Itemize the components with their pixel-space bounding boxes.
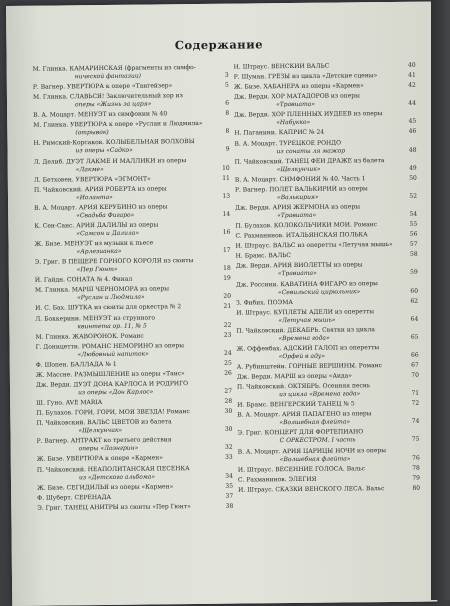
toc-page-number: 3 bbox=[224, 71, 229, 79]
toc-entry-subtitle: «Времена года» bbox=[278, 334, 330, 342]
toc-entry bbox=[237, 362, 419, 372]
toc-page-number: 14 bbox=[222, 210, 231, 218]
toc-entry-subtitle: (отрывок) bbox=[75, 129, 109, 137]
toc-page-number: 74 bbox=[411, 418, 420, 426]
toc-page-number: 67 bbox=[411, 361, 419, 369]
toc-entry bbox=[37, 482, 233, 492]
toc-page-number: 57 bbox=[409, 240, 418, 249]
toc-page-number: 44 bbox=[408, 99, 417, 108]
toc-entry-title: Р. Вагнер. ПОЛЁТ ВАЛЬКИРИЙ из оперы bbox=[234, 185, 368, 194]
toc-entry-subtitle: «Пер Гюнт» bbox=[76, 265, 118, 274]
toc-entry bbox=[237, 410, 419, 428]
toc-entry-title: Дж. Верди. ХОР МАТАДОРОВ из оперы bbox=[233, 92, 360, 101]
toc-entry bbox=[37, 436, 233, 454]
toc-entry-subtitle: «Свадьба Фигаро» bbox=[76, 211, 135, 220]
toc-entry-title: П. Чайковский. ДЕКАБРЬ. Святки из цикла bbox=[236, 325, 376, 335]
toc-page-number: 19 bbox=[223, 274, 231, 282]
toc-entry-subtitle: «Волшебная флейта» bbox=[279, 454, 351, 463]
toc-entry bbox=[235, 174, 417, 184]
page-title: Содержание bbox=[174, 37, 264, 53]
toc-entry-subtitle: оперы «Лоэнгрин» bbox=[78, 444, 139, 453]
toc-entry-subtitle: «Травиата» bbox=[277, 270, 317, 278]
toc-entry bbox=[34, 174, 230, 184]
toc-entry bbox=[35, 257, 231, 275]
toc-entry bbox=[35, 313, 231, 331]
toc-page-number: 41 bbox=[408, 71, 416, 79]
toc-entry-title: Э. Григ. В ПЕЩЕРЕ ГОРНОГО КОРОЛЯ из сюиты bbox=[34, 257, 194, 266]
toc-entry-title: Л. Боккерини. МЕНУЭТ из струнного bbox=[35, 313, 156, 323]
toc-entry-title: Ф. Шуберт. СЕРЕНАДА bbox=[37, 493, 112, 502]
toc-entry bbox=[234, 128, 416, 138]
toc-entry bbox=[234, 62, 416, 72]
toc-entry-title: Дж. Верди. АРИЯ ВИОЛЕТТЫ из оперы bbox=[235, 261, 363, 271]
toc-page-number: 55 bbox=[409, 220, 418, 228]
toc-entry-title: С. Рахманинов. ЭЛЕГИЯ bbox=[237, 475, 317, 484]
toc-entry-title: М. Глинка. МАРШ ЧЕРНОМОРА из оперы bbox=[34, 285, 170, 295]
toc-entry-title: Н. Штраус. ВЕНСКИЙ ВАЛЬС bbox=[233, 62, 330, 71]
toc-entry bbox=[234, 92, 416, 110]
toc-page-number: 22 bbox=[223, 321, 232, 329]
toc-entry-title: П. Булахов. КОЛОКОЛЬЧИКИ МОИ. Романс bbox=[235, 221, 378, 230]
toc-entry-title: Э. Григ. КОНЦЕРТ ДЛЯ ФОРТЕПИАНО bbox=[237, 428, 364, 438]
toc-entry-title: П. Чайковский. ТАНЕЦ ФЕИ ДРАЖЕ из балета bbox=[234, 156, 385, 166]
toc-page-number: 72 bbox=[411, 399, 420, 408]
toc-entry-title: Дж. Верди. ДУЭТ ДОНА КАРЛОСА И РОДРИГО bbox=[35, 380, 189, 389]
toc-page-number: 37 bbox=[225, 492, 234, 500]
toc-entry bbox=[36, 341, 232, 359]
toc-entry-title: И. Штраус. СКАЗКИ ВЕНСКОГО ЛЕСА. Вальс bbox=[238, 484, 385, 494]
toc-page-number: 49 bbox=[409, 164, 417, 172]
toc-entry-subtitle: из «Детского альбома» bbox=[78, 472, 156, 481]
toc-page-number: 27 bbox=[224, 387, 233, 395]
toc-page-number: 40 bbox=[407, 61, 416, 69]
toc-entry bbox=[235, 241, 417, 251]
toc-entry bbox=[237, 428, 419, 446]
toc-entry bbox=[36, 380, 232, 398]
toc-page-number: 32 bbox=[224, 443, 233, 452]
toc-page-number: 17 bbox=[222, 246, 231, 254]
toc-entry-subtitle: «Орфей в аду» bbox=[278, 352, 326, 361]
toc-entry-title: Ш. Гуно. AVE MARIA bbox=[36, 399, 103, 407]
toc-entry bbox=[235, 185, 417, 203]
toc-entry-title: П. Чайковский. АРИЯ РОБЕРТА из оперы bbox=[33, 185, 167, 194]
toc-page-number: 62 bbox=[410, 297, 419, 305]
toc-entry bbox=[33, 64, 229, 82]
toc-entry-subtitle: «Набукко» bbox=[276, 119, 311, 127]
book-page bbox=[6, 2, 437, 606]
toc-entry bbox=[36, 408, 232, 418]
toc-entry-title: М. Глинка. ЖАВОРОНОК. Романс bbox=[35, 332, 144, 341]
toc-page-number: 42 bbox=[408, 81, 416, 89]
toc-entry bbox=[234, 110, 416, 128]
toc-page-number: 50 bbox=[409, 174, 417, 182]
toc-entry-title: В. А. Моцарт. ТУРЕЦКОЕ РОНДО bbox=[234, 139, 342, 148]
toc-entry-subtitle: «Иоланта» bbox=[75, 193, 113, 202]
toc-entry-title: Ж. Бизе. УВЕРТЮРА к опере «Кармен» bbox=[36, 454, 163, 464]
toc-entry bbox=[235, 231, 417, 241]
toc-page-number: 24 bbox=[223, 349, 232, 357]
toc-entry bbox=[234, 72, 416, 82]
toc-right-column bbox=[234, 62, 421, 497]
toc-entry bbox=[237, 372, 419, 382]
toc-page-number: 71 bbox=[411, 389, 420, 397]
toc-entry bbox=[238, 474, 420, 484]
toc-page-number: 76 bbox=[412, 454, 420, 462]
toc-entry-title: И. С. Бах. ШУТКА из сюиты для оркестра № 2 bbox=[35, 303, 182, 313]
toc-entry bbox=[36, 398, 232, 408]
toc-entry-subtitle: «Самсон и Далила» bbox=[76, 229, 140, 238]
toc-page-number: 70 bbox=[411, 371, 419, 379]
toc-entry-subtitle: из сонаты ля мажор bbox=[276, 147, 346, 155]
toc-entry-subtitle: «Щелкунчик» bbox=[78, 427, 123, 435]
toc-entry bbox=[236, 261, 418, 279]
toc-page-number: 30 bbox=[224, 425, 233, 433]
toc-page-number: 18 bbox=[223, 264, 231, 272]
toc-entry-title: З. Фибих. ПОЭМА bbox=[236, 298, 293, 307]
toc-entry-subtitle: «Травиата» bbox=[276, 101, 316, 109]
toc-page-number: 58 bbox=[409, 251, 418, 259]
toc-page-number: 59 bbox=[410, 269, 418, 277]
toc-entry-title: В. А. Моцарт. АРИЯ КЕРУБИНО из оперы bbox=[34, 203, 168, 212]
toc-page-number: 78 bbox=[412, 464, 420, 472]
toc-entry-title: Н. Брамс. ВАЛЬС bbox=[235, 252, 291, 260]
toc-entry bbox=[35, 275, 231, 285]
toc-entry bbox=[33, 138, 229, 156]
toc-entry-title: В. А. Моцарт. СИМФОНИЯ № 40. Часть 1 bbox=[234, 174, 366, 184]
toc-page-number: 35 bbox=[225, 482, 234, 490]
toc-entry bbox=[34, 184, 230, 202]
toc-entry-subtitle: «Руслан и Людмила» bbox=[77, 293, 145, 302]
toc-entry-subtitle: С ОРКЕСТРОМ. I часть bbox=[279, 436, 356, 445]
toc-left-column bbox=[33, 64, 234, 515]
toc-entry-subtitle: нической фантазии) bbox=[74, 72, 142, 81]
toc-page-number: 80 bbox=[412, 484, 421, 492]
toc-entry bbox=[238, 485, 420, 495]
toc-entry-title: Л. Делиб. ДУЭТ ЛАКМЕ И МАЛЛИКИ из оперы bbox=[33, 156, 187, 166]
toc-entry-title: П. Чайковский. НЕАПОЛИТАНСКАЯ ПЕСЕНКА bbox=[36, 464, 190, 474]
toc-entry bbox=[37, 464, 233, 482]
toc-entry bbox=[33, 82, 229, 92]
toc-entry-title: И. Штраус. КУПЛЕТЫ АДЕЛИ из оперетты bbox=[236, 307, 375, 317]
toc-entry-subtitle: «Волшебная флейта» bbox=[279, 418, 351, 427]
toc-entry-title: Дж. Верди. МАРШ из оперы «Аида» bbox=[236, 372, 352, 381]
toc-entry-title: В. А. Моцарт. МЕНУЭТ из симфонии № 40 bbox=[33, 110, 168, 120]
toc-entry bbox=[34, 221, 230, 239]
toc-page-number: 26 bbox=[224, 369, 232, 377]
toc-entry-title: П. Чайковский. ОКТЯБРЬ. Осенняя песнь bbox=[236, 382, 371, 391]
toc-page-number: 46 bbox=[408, 128, 417, 136]
toc-entry-title: И. Штраус. ВЕСЕННИЕ ГОЛОСА. Вальс bbox=[237, 464, 366, 474]
toc-entry-subtitle: из оперы «Садко» bbox=[75, 147, 133, 155]
toc-entry bbox=[237, 400, 419, 410]
toc-entry bbox=[34, 203, 230, 221]
toc-entry-title: Дж. Верди. АРИЯ ЖЕРМОНА из оперы bbox=[235, 203, 361, 212]
toc-entry bbox=[236, 297, 418, 307]
toc-page-number: 34 bbox=[225, 472, 233, 480]
toc-entry-title: Ж. Оффенбах. АДСКИЙ ГАЛОП из оперетты bbox=[236, 343, 380, 353]
toc-page-number: 54 bbox=[409, 210, 418, 218]
toc-page-number: 6 bbox=[225, 99, 230, 107]
toc-entry bbox=[36, 359, 232, 369]
toc-entry-subtitle: «Валькирия» bbox=[276, 193, 319, 202]
toc-entry bbox=[37, 454, 233, 464]
toc-entry-title: М. Глинка. СЛАВЬСЯ! Заключительный хор из bbox=[32, 92, 183, 101]
toc-entry-title: И. Штраус. ВАЛЬС из оперетты «Летучая мышь» bbox=[235, 241, 393, 250]
toc-entry-title: Г. Доницетти. РОМАНС НЕМОРИНО из оперы bbox=[35, 341, 185, 351]
toc-page-number: 38 bbox=[225, 502, 234, 510]
toc-page-number: 48 bbox=[408, 146, 417, 154]
toc-entry-title: Л. Бетховен. УВЕРТЮРА «ЭГМОНТ» bbox=[33, 175, 151, 184]
toc-entry-title: А. Рубинштейн. ГОРНЫЕ ВЕРШИНЫ. Романс bbox=[236, 362, 383, 371]
toc-entry-subtitle: из оперы «Дон Карлос» bbox=[78, 388, 154, 397]
toc-entry-title: Дж. Верди. ХОР ПЛЕННЫХ ИУДЕЕВ из оперы bbox=[234, 110, 383, 119]
toc-entry bbox=[236, 251, 418, 261]
toc-entry bbox=[234, 82, 416, 92]
toc-page-number: 64 bbox=[410, 315, 419, 323]
toc-page-number: 45 bbox=[408, 118, 417, 126]
toc-page-number: 8 bbox=[225, 109, 230, 117]
toc-entry bbox=[36, 370, 232, 380]
toc-page-number: 52 bbox=[409, 192, 418, 200]
toc-page-number: 23 bbox=[223, 331, 232, 339]
toc-page-number: 8 bbox=[225, 128, 230, 136]
toc-entry-title: Ф. Шопен. БАЛЛАДА № 1 bbox=[35, 360, 117, 369]
toc-entry-title: Р. Вагнер. АНТРАКТ ко третьего действия bbox=[36, 436, 172, 446]
toc-entry bbox=[35, 303, 231, 313]
toc-entry-title: С. Рахманинов. ИТАЛЬЯНСКАЯ ПОЛЬКА bbox=[235, 231, 368, 240]
toc-page-number: 20 bbox=[223, 292, 232, 301]
book-spine bbox=[431, 0, 450, 600]
toc-entry-title: К. Сен-Санс. АРИЯ ДАЛИЛЫ из оперы bbox=[34, 221, 159, 230]
toc-entry-subtitle: «Арлезианка» bbox=[76, 247, 122, 256]
toc-page-number: 5 bbox=[224, 81, 229, 89]
toc-entry bbox=[237, 344, 419, 362]
toc-entry bbox=[236, 325, 418, 343]
toc-entry-title: Ж. Бизе. МЕНУЭТ из музыки к пьесе bbox=[34, 239, 154, 248]
toc-page-number: 25 bbox=[224, 359, 232, 367]
toc-page-number: 21 bbox=[223, 303, 232, 311]
toc-entry bbox=[37, 492, 233, 502]
toc-entry-title: Р. Шуман. ГРЁЗЫ из цикла «Детские сцены» bbox=[233, 72, 378, 81]
toc-entry-title: Э. Григ. ТАНЕЦ АНИТРЫ из сюиты «Пер Гюнт» bbox=[37, 502, 191, 512]
toc-page-number: 28 bbox=[224, 397, 233, 405]
toc-entry bbox=[235, 203, 417, 221]
toc-page-number: 60 bbox=[410, 287, 419, 295]
toc-entry bbox=[37, 502, 233, 512]
toc-page-number: 16 bbox=[222, 228, 231, 236]
toc-entry-title: И. Брамс. ВЕНГЕРСКИЙ ТАНЕЦ № 5 bbox=[237, 400, 355, 409]
toc-entry-title: М. Глинка. УВЕРТЮРА к опере «Руслан и Людмила» bbox=[33, 120, 203, 130]
toc-entry-subtitle: из цикла «Времена года» bbox=[279, 390, 361, 399]
toc-entry-subtitle: «Севильский цирюльник» bbox=[277, 287, 361, 296]
toc-entry bbox=[36, 418, 232, 436]
toc-entry-title: Н. Римский-Корсаков. КОЛЫБЕЛЬНАЯ ВОЛХОВЫ bbox=[33, 138, 195, 148]
toc-entry bbox=[35, 285, 231, 303]
toc-page-number: 65 bbox=[410, 333, 419, 341]
toc-entry bbox=[236, 279, 418, 297]
toc-entry-title: Ж. Бизе. ХАБАНЕРА из оперы «Кармен» bbox=[233, 82, 364, 91]
toc-entry-title: Й. Гайдн. СОНАТА № 4. Финал bbox=[34, 275, 133, 284]
toc-entry-title: В. А. Моцарт. АРИЯ ЦАРИЦЫ НОЧИ из оперы bbox=[237, 446, 387, 456]
toc-entry-subtitle: «Травиата» bbox=[277, 211, 317, 220]
toc-entry-title: П. Булахов. ГОРИ, ГОРИ, МОЯ ЗВЕЗДА! Романс bbox=[36, 408, 190, 417]
toc-page-number: 33 bbox=[225, 454, 233, 462]
toc-entry bbox=[33, 92, 229, 110]
toc-page-number: 79 bbox=[412, 474, 421, 482]
toc-entry bbox=[235, 221, 417, 231]
toc-entry-title: Дж. Россини. КАВАТИНА ФИГАРО из оперы bbox=[235, 279, 378, 289]
toc-entry-subtitle: оперы «Жизнь за царя» bbox=[75, 100, 152, 109]
toc-entry bbox=[238, 464, 420, 474]
toc-entry-title: Р. Вагнер. УВЕРТЮРА к опере «Тангейзер» bbox=[32, 82, 173, 91]
toc-entry-subtitle: «Щелкунчик» bbox=[276, 165, 321, 173]
toc-entry bbox=[237, 382, 419, 400]
toc-page-number: 9 bbox=[225, 146, 230, 154]
toc-page-number: 10 bbox=[222, 164, 230, 172]
toc-entry bbox=[235, 156, 417, 174]
toc-entry-title: В. А. Моцарт. АРИЯ ПАПАГЕНО из оперы bbox=[237, 410, 372, 419]
toc-entry-subtitle: «Любовный напиток» bbox=[77, 350, 149, 358]
toc-page-number: 30 bbox=[224, 407, 233, 415]
toc-entry-title: М. Глинка. КАМАРИНСКАЯ (фрагменты из симфо- bbox=[32, 64, 196, 73]
toc-page-number: 11 bbox=[222, 174, 230, 182]
toc-entry-title: Ж. Бизе. СЕГИДИЛЬЯ из оперы «Кармен» bbox=[37, 482, 174, 492]
toc-page-number: 66 bbox=[411, 351, 419, 359]
toc-entry-title: П. Чайковский. ВАЛЬС ЦВЕТОВ из балета bbox=[36, 418, 172, 427]
toc-entry bbox=[35, 331, 231, 341]
toc-entry bbox=[234, 138, 416, 156]
toc-entry bbox=[34, 239, 230, 257]
toc-entry-title: Н. Паганини. КАПРИС № 24 bbox=[234, 129, 325, 138]
toc-entry-subtitle: «Лакме» bbox=[75, 165, 104, 173]
toc-entry bbox=[34, 156, 230, 174]
toc-entry-title: Ж. Массне. РАЗМЫШЛЕНИЕ из оперы «Таис» bbox=[35, 370, 185, 379]
toc-page-number: 75 bbox=[411, 436, 420, 444]
toc-entry-subtitle: «Летучая мышь» bbox=[278, 316, 336, 324]
toc-entry bbox=[238, 446, 420, 464]
toc-entry bbox=[33, 120, 229, 138]
toc-entry bbox=[236, 307, 418, 325]
toc-page-number: 56 bbox=[409, 230, 418, 238]
toc-entry-subtitle: квинтета ор. 11, № 5 bbox=[77, 322, 147, 330]
toc-entry bbox=[33, 110, 229, 120]
toc-page-number: 13 bbox=[222, 192, 231, 200]
